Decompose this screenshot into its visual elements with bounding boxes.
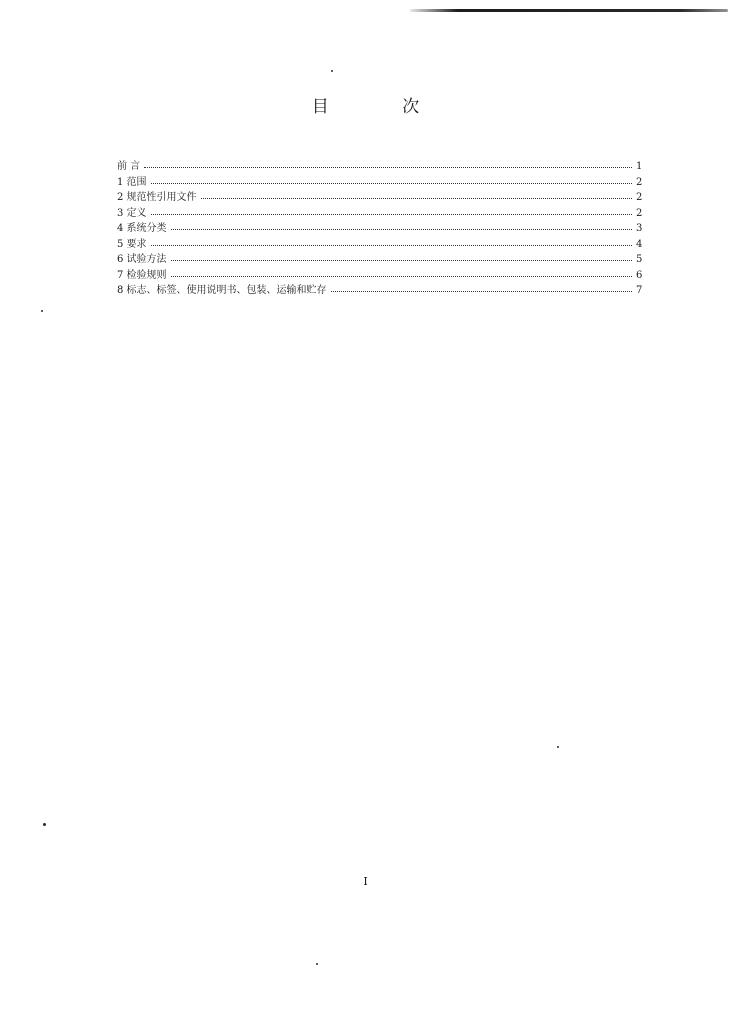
toc-dot-leader — [331, 291, 632, 292]
scan-speck — [557, 746, 559, 748]
scan-speck — [41, 310, 43, 312]
toc-dot-leader — [151, 214, 632, 215]
toc-entry-page: 2 — [636, 192, 643, 203]
toc-entry-label: 4 系统分类 — [117, 223, 167, 234]
toc-dot-leader — [151, 183, 632, 184]
scan-speck — [316, 963, 318, 965]
toc-entry-label: 3 定义 — [117, 207, 147, 219]
toc-entry-page: 2 — [636, 176, 643, 188]
toc-entry-page: 2 — [636, 207, 643, 219]
toc-entry-label: 7 检验规则 — [117, 269, 167, 281]
toc-entry-scope[interactable] — [117, 175, 642, 191]
toc-entry-page: 1 — [636, 161, 643, 172]
table-of-contents — [117, 159, 642, 299]
scan-speck — [43, 823, 46, 826]
page-title: 目 次 — [311, 97, 454, 117]
toc-entry-label: 6 试验方法 — [117, 254, 167, 265]
toc-entry-page: 3 — [636, 223, 643, 234]
toc-dot-leader — [171, 260, 632, 261]
toc-entry-foreword[interactable] — [117, 159, 642, 175]
toc-entry-label: 8 标志、标签、使用说明书、包装、运输和贮存 — [117, 285, 327, 296]
toc-entry-definitions[interactable] — [117, 206, 642, 222]
toc-entry-page: 5 — [636, 254, 643, 265]
toc-entry-label: 5 要求 — [117, 238, 147, 250]
toc-entry-marking-labeling-packaging[interactable] — [117, 283, 642, 299]
scan-speck — [331, 70, 333, 72]
page-number: I — [363, 875, 368, 888]
toc-entry-normative-references[interactable] — [117, 190, 642, 206]
toc-dot-leader — [171, 276, 632, 277]
toc-entry-system-classification[interactable] — [117, 221, 642, 237]
toc-entry-page: 4 — [636, 238, 643, 250]
toc-entry-page: 7 — [636, 285, 643, 296]
toc-dot-leader — [144, 167, 632, 168]
toc-entry-inspection-rules[interactable] — [117, 268, 642, 284]
toc-dot-leader — [151, 245, 632, 246]
toc-entry-label: 1 范围 — [117, 176, 147, 188]
top-scan-rule — [410, 9, 728, 12]
toc-entry-requirements[interactable] — [117, 237, 642, 253]
toc-dot-leader — [171, 229, 632, 230]
toc-entry-test-methods[interactable] — [117, 252, 642, 268]
toc-entry-page: 6 — [636, 269, 643, 281]
toc-entry-label: 前 言 — [117, 161, 141, 172]
toc-dot-leader — [201, 198, 632, 199]
toc-entry-label: 2 规范性引用文件 — [117, 192, 197, 203]
